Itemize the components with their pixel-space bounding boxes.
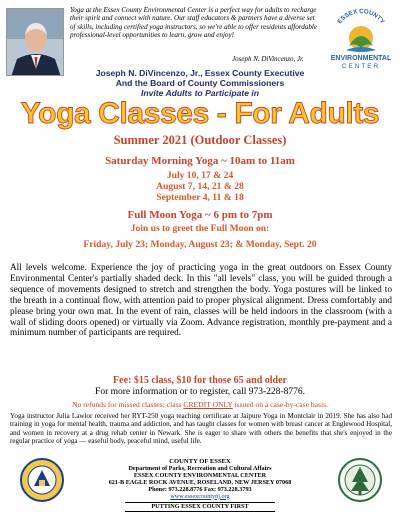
page-title: Yoga Classes - For Adults bbox=[20, 97, 380, 130]
footer-phone: Phone: 973.228.8776 Fax: 973.228.3793 bbox=[148, 485, 252, 493]
full-moon-dates: Friday, July 23; Monday, August 23; & Monday, Sept. 20 bbox=[83, 239, 317, 250]
refund-text-underlined: CREDIT ONLY bbox=[183, 400, 233, 409]
refund-text-before: No refunds for missed classes; class bbox=[72, 400, 184, 409]
intro-paragraph: Yoga at the Essex County Environmental Center is a perfect way for adults to recharge their spirit and connect with nature. Our staff educators & partners have a diverse set of skills, including certified yoga instructors, so we're able to offer residents affordable professional-level opportunities to learn, grow and enjoy! bbox=[70, 6, 318, 40]
parks-seal bbox=[338, 458, 382, 502]
footer-dept: Department of Parks, Recreation and Cultural Affairs bbox=[128, 464, 272, 472]
saturday-date-line: August 7, 14, 21 & 28 bbox=[156, 181, 244, 193]
info-line: For more information or to register, call 973-228-8776. bbox=[95, 387, 305, 397]
environmental-center-logo bbox=[326, 8, 396, 72]
footer-address: 621-B EAGLE ROCK AVENUE, ROSELAND, NEW JERSEY 07068 bbox=[108, 478, 292, 486]
fee-line: Fee: $15 class, $10 for those 65 and older bbox=[113, 375, 287, 386]
footer-center: ESSEX COUNTY ENVIRONMENTAL CENTER bbox=[133, 471, 267, 479]
executive-block bbox=[0, 68, 400, 98]
executive-line-3: Invite Adults to Participate in bbox=[140, 88, 260, 98]
description-paragraph: All levels welcome. Experience the joy of practicing yoga in the great outdoors on Essex County Environmental Center's partially shaded deck. In this "all levels" class, you will be guided through a sequence of movements designed to stretch and strengthen the body. Yoga postures will be linked to the breath in a continual flow, with attention paid to proper physical alignment. Dress comfortably and please bring your own mat. In the event of rain, classes will be held indoors in the classroom (with a wall of sliding doors opened) or virtually via Zoom. Advance registration, monthly pre-payment and a minimum number of participants are required. bbox=[10, 263, 392, 339]
saturday-date-line: September 4, 11 & 18 bbox=[156, 192, 244, 204]
executive-line-1: Joseph N. DiVincenzo, Jr., Essex County Executive bbox=[95, 68, 305, 78]
executive-line-2: And the Board of County Commissioners bbox=[115, 78, 285, 88]
saturday-dates bbox=[0, 170, 400, 204]
full-moon-subheading: Join us to greet the Full Moon on: bbox=[130, 223, 270, 234]
intro-signature: Joseph N. DiVincenzo, Jr. bbox=[232, 55, 304, 63]
county-seal bbox=[20, 458, 64, 502]
instructor-bio: Yoga instructor Julia Lawlor received her RYT-250 yoga teaching certificate at Jaipure Yoga in Montclair in 2019. She has also had training in yoga for mental health, trauma and addiction, and has taught classes for women with breast cancer at Englewood Hospital, and women in recovery at a drug rehab center in Newark. She is eager to share with others the benefits that she's enjoyed in the regular practice of yoga — easeful body, peaceful mind, useful life. bbox=[10, 412, 392, 446]
refund-policy bbox=[0, 400, 400, 409]
refund-text-after: issued on a case-by-case basis. bbox=[232, 400, 328, 409]
saturday-heading: Saturday Morning Yoga ~ 10am to 11am bbox=[105, 155, 295, 167]
logo-top-text: ESSEX COUNTY bbox=[336, 8, 386, 26]
executive-photo bbox=[6, 8, 64, 76]
page-subtitle: Summer 2021 (Outdoor Classes) bbox=[113, 133, 287, 147]
footer-county: COUNTY OF ESSEX bbox=[169, 458, 231, 465]
footer-motto: PUTTING ESSEX COUNTY FIRST bbox=[125, 502, 275, 512]
logo-text-2: CENTER bbox=[341, 63, 381, 70]
svg-text:ESSEX COUNTY bbox=[336, 8, 386, 26]
saturday-date-line: July 10, 17 & 24 bbox=[166, 170, 234, 181]
footer-block bbox=[90, 459, 310, 512]
full-moon-heading: Full Moon Yoga ~ 6 pm to 7pm bbox=[127, 209, 273, 221]
logo-text-1: ENVIRONMENTAL bbox=[330, 55, 392, 62]
footer-website-link[interactable]: www.essexcountynj.org bbox=[170, 492, 230, 500]
